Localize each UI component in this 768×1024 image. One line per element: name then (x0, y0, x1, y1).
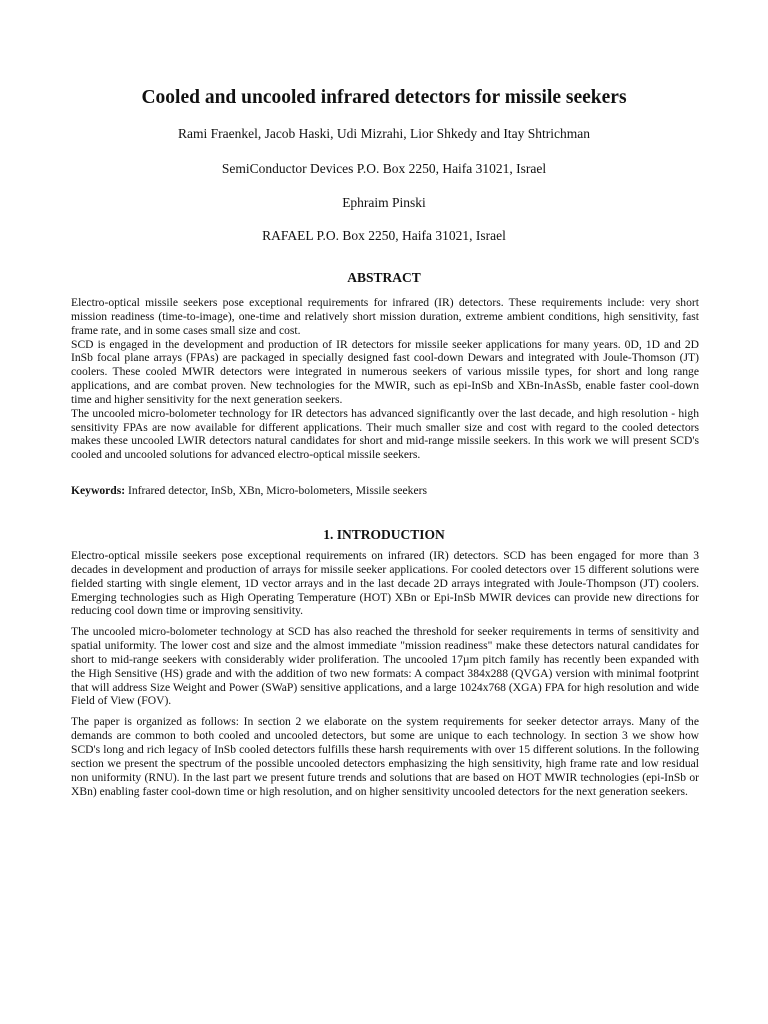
affiliation-rafael: RAFAEL P.O. Box 2250, Haifa 31021, Israel (262, 228, 506, 243)
introduction-paragraph: The paper is organized as follows: In section 2 we elaborate on the system requirements for seeker detector arrays. Many of the demands are common to both cooled and uncooled detectors, but some are unique to each technology. In section 3 we show how SCD's long and rich legacy of InSb cooled detectors fulfills these harsh requirements with over 15 different solutions. In the following section we present the spectrum of the possible uncooled detectors emphasizing the high sensitivity, high frame rate and low residual non uniformity (RNU). In the last part we present future trends and solutions that are based on HOT MWIR technologies (epi-InSb or XBn) enabling faster cool-down time or high resolution, and on higher sensitivity uncooled detectors for the next generation seekers. (71, 715, 699, 798)
introduction-paragraph: The uncooled micro-bolometer technology at SCD has also reached the threshold for seeker requirements in terms of sensitivity and spatial uniformity. The lower cost and size and the almost immediate "mission readiness" make these detectors natural candidates for short to mid-range seekers with considerably wider proliferation. The uncooled 17µm pitch family has recently been expanded with the High Sensitive (HS) grade and with the addition of two new formats: A compact 384x288 (QVGA) version with minimal footprint that will address Size Weight and Power (SWaP) sensitive applications, and a large 1024x768 (XGA) FPA for high resolution and wide Field of View (FOV). (71, 625, 699, 708)
introduction-body (71, 549, 699, 798)
abstract-paragraph: The uncooled micro-bolometer technology for IR detectors has advanced significantly over the last decade, and high resolution - high sensitivity FPAs are now available for different applications. Their much smaller size and cost with regard to the cooled detectors makes these uncooled LWIR detectors natural candidates for short and mid-range missile seekers. In this work we will present SCD's cooled and uncooled solutions for advanced electro-optical missile seekers. (71, 406, 699, 462)
author-second-group: Ephraim Pinski (342, 195, 426, 210)
keywords-text: Infrared detector, InSb, XBn, Micro-bolometers, Missile seekers (125, 484, 427, 497)
keywords-label: Keywords: (71, 484, 126, 497)
keywords-line (71, 484, 699, 498)
abstract-paragraph: Electro-optical missile seekers pose exceptional requirements for infrared (IR) detectors. These requirements include: very short mission readiness (time-to-image), one-time and relatively short mission duration, extreme ambient conditions, high sensitivity, fast frame rate, and in some cases small size and cost. (71, 296, 699, 337)
introduction-paragraph: Electro-optical missile seekers pose exceptional requirements on infrared (IR) detectors. SCD has been engaged for more than 3 decades in development and production of arrays for missile seeker applications. For cooled detectors over 15 different solutions were fielded starting with single element, 1D vector arrays and in the last decade 2D arrays integrated with Joule-Thompson (JT) coolers. Emerging technologies such as High Operating Temperature (HOT) XBn or Epi-InSb MWIR devices can provide new directions for reducing cool down time or improving sensitivity. (71, 549, 699, 618)
abstract-paragraph: SCD is engaged in the development and production of IR detectors for missile seeker applications for many years. 0D, 1D and 2D InSb focal plane arrays (FPAs) are packaged in specially designed fast cool-down Dewars and integrated with Joule-Thomson (JT) coolers. These cooled MWIR detectors were integrated in numerous seekers of various missile types, for short and long range applications, and are combat proven. New technologies for the MWIR, such as epi-InSb and XBn-InAsSb, enable faster cool-down time and higher sensitivity for the next generation seekers. (71, 337, 699, 406)
paper-title: Cooled and uncooled infrared detectors for missile seekers (141, 87, 627, 108)
affiliation-scd: SemiConductor Devices P.O. Box 2250, Haifa 31021, Israel (221, 161, 547, 176)
author-list: Rami Fraenkel, Jacob Haski, Udi Mizrahi, Lior Shkedy and Itay Shtrichman (177, 126, 591, 141)
abstract-heading: ABSTRACT (347, 270, 421, 285)
introduction-heading: 1. INTRODUCTION (323, 527, 445, 542)
abstract-body (71, 296, 699, 462)
